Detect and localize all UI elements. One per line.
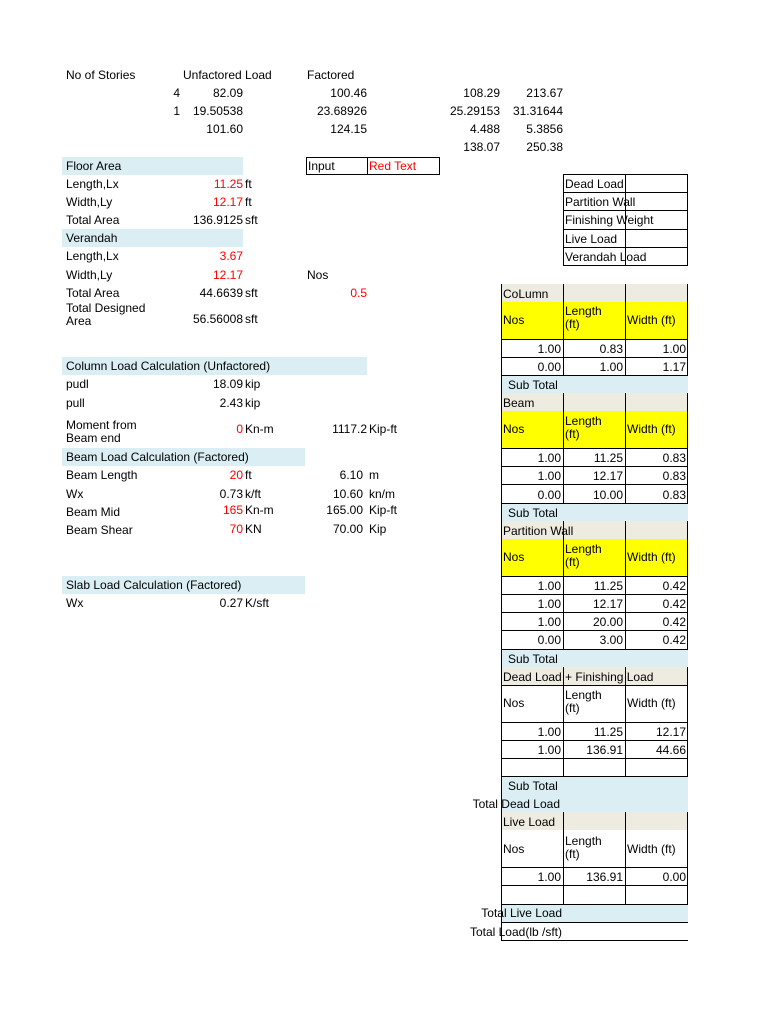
nos-value[interactable]: 0.5 (350, 286, 367, 300)
divider (501, 357, 688, 358)
unit: ft (245, 468, 252, 482)
moment-label: Moment from Beam end (66, 418, 137, 445)
divider (501, 448, 688, 449)
unit: sft (245, 286, 258, 300)
top-cell: 4.488 (469, 122, 500, 136)
table-cell: 0.00 (537, 488, 561, 502)
verandah-total-label: Total Area (66, 286, 120, 300)
verandah-width-label: Width,Ly (66, 268, 113, 282)
table-cell: 1.00 (537, 870, 561, 884)
divider (563, 229, 688, 230)
divider (563, 812, 564, 904)
divider (501, 466, 688, 467)
beam-shear-kip-value: 70.00 (332, 522, 363, 536)
unit: sft (245, 312, 258, 326)
moment-value[interactable]: 0 (236, 422, 243, 436)
nos-header: Nos (503, 313, 525, 327)
top-cell: 23.68926 (316, 104, 367, 118)
sub-total-label: Sub Total (508, 779, 558, 793)
table-cell: 11.25 (593, 725, 623, 739)
pull-value: 2.43 (219, 396, 243, 410)
top-cell: 5.3856 (526, 122, 563, 136)
floor-total-value: 136.9125 (192, 213, 243, 227)
verandah-width-value[interactable]: 12.17 (212, 268, 243, 282)
factored-header: Factored (307, 68, 355, 82)
top-cell: 19.50538 (192, 104, 243, 118)
table-cell: 12.17 (592, 469, 623, 483)
floor-length-label: Length,Lx (66, 177, 119, 191)
floor-area-title: Floor Area (66, 159, 122, 173)
slab-calc-title: Slab Load Calculation (Factored) (66, 578, 242, 592)
unit: Kn-m (245, 503, 274, 517)
floor-width-label: Width,Ly (66, 195, 113, 209)
unit: Kip (369, 522, 387, 536)
verandah-title: Verandah (66, 231, 118, 245)
width-header: Width (ft) (627, 550, 676, 564)
width-header: Width (ft) (627, 696, 676, 710)
divider (563, 192, 688, 193)
length-header: Length (ft) (565, 688, 602, 715)
table-cell: 0.00 (537, 633, 561, 647)
divider (687, 812, 688, 904)
nos-header: Nos (503, 550, 525, 564)
table-cell: 1.00 (537, 615, 561, 629)
beam-mid-value[interactable]: 165 (222, 503, 243, 517)
table-cell: 0.83 (662, 488, 686, 502)
table-cell: 0.83 (599, 342, 623, 356)
top-cell: 250.38 (526, 140, 563, 154)
table-cell: 0.83 (662, 451, 686, 465)
beam-length-label: Beam Length (66, 468, 138, 482)
table-cell: 0.42 (662, 579, 686, 593)
pudl-label: pudl (66, 377, 89, 391)
divider (501, 339, 688, 340)
top-cell: 31.31644 (512, 104, 563, 118)
unit: k/ft (245, 487, 262, 501)
pull-label: pull (66, 396, 85, 410)
divider (501, 867, 688, 868)
table-cell: 1.00 (599, 360, 623, 374)
top-cell: 100.46 (330, 86, 367, 100)
slab-wx-label: Wx (66, 596, 84, 610)
table-cell: 1.00 (537, 597, 561, 611)
unit: KN (245, 522, 262, 536)
beam-wx-kn-value: 10.60 (332, 487, 363, 501)
nos-label: Nos (307, 268, 329, 282)
pudl-value: 18.09 (212, 377, 243, 391)
verandah-length-label: Length,Lx (66, 249, 119, 263)
unit: m (369, 468, 379, 482)
length-header: Length (ft) (565, 834, 602, 861)
nos-header: Nos (503, 696, 525, 710)
sub-total-label: Sub Total (508, 506, 558, 520)
moment-kipft-value: 1117.2 (332, 422, 367, 436)
nos-header: Nos (503, 422, 525, 436)
sub-total-label: Sub Total (508, 378, 558, 392)
total-designed-area-value: 56.56008 (192, 312, 243, 326)
width-header: Width (ft) (627, 422, 676, 436)
top-cell: 25.29153 (449, 104, 500, 118)
total-dead-load-label: Total Dead Load (472, 797, 560, 811)
unit: Kn-m (245, 422, 274, 436)
table-cell: 12.17 (592, 597, 623, 611)
table-cell: 1.00 (537, 579, 561, 593)
divider (625, 812, 626, 904)
top-cell: 138.07 (463, 140, 500, 154)
unit: Kip-ft (369, 422, 398, 436)
divider (501, 649, 688, 650)
top-cell: 1 (173, 104, 180, 118)
divider (501, 740, 688, 741)
table-cell: 1.00 (537, 743, 561, 757)
column-calc-title: Column Load Calculation (Unfactored) (66, 359, 271, 373)
unit: ft (245, 195, 252, 209)
length-header: Length (ft) (565, 542, 602, 569)
total-designed-area-label: Total Designed Area (66, 301, 146, 328)
beam-shear-value[interactable]: 70 (229, 522, 243, 536)
divider (501, 594, 688, 595)
top-cell: 4 (173, 86, 180, 100)
table-cell: 1.17 (662, 360, 686, 374)
divider (501, 503, 688, 504)
no-of-stories-header: No of Stories (66, 68, 136, 82)
dead-section-title: Dead Load + Finishing Load (503, 670, 654, 684)
top-cell: 101.60 (206, 122, 243, 136)
beam-section-title: Beam (503, 396, 535, 410)
table-cell: 1.00 (537, 451, 561, 465)
verandah-length-value[interactable]: 3.67 (219, 249, 243, 263)
width-header: Width (ft) (627, 842, 676, 856)
divider (501, 776, 688, 777)
divider (563, 210, 688, 211)
column-section-title: CoLumn (503, 287, 549, 301)
top-cell: 124.15 (330, 122, 367, 136)
total-live-load-label: Total Live Load (481, 906, 562, 920)
divider (501, 722, 688, 723)
unit: Kip-ft (369, 503, 398, 517)
divider (501, 940, 688, 941)
beam-length-value[interactable]: 20 (229, 468, 243, 482)
beam-mid-kipft-value: 165.00 (326, 503, 363, 517)
table-cell: 10.00 (592, 488, 623, 502)
divider (501, 885, 688, 886)
divider (687, 284, 688, 375)
table-cell: 1.00 (537, 469, 561, 483)
partition-wall-label: Partition Wall (565, 195, 636, 209)
length-header: Length (ft) (565, 414, 602, 441)
dead-load-label: Dead Load (565, 177, 624, 191)
live-load-label: Live Load (565, 232, 618, 246)
slab-wx-value: 0.27 (219, 596, 243, 610)
floor-total-label: Total Area (66, 213, 120, 227)
nos-header: Nos (503, 842, 525, 856)
beam-length-m-value: 6.10 (339, 468, 363, 482)
table-cell: 0.00 (537, 360, 561, 374)
table-cell: 0.83 (662, 469, 686, 483)
unit: K/sft (245, 596, 270, 610)
floor-length-value[interactable]: 11.25 (213, 177, 243, 191)
table-cell: 11.25 (593, 579, 623, 593)
table-cell: 0.00 (662, 870, 686, 884)
verandah-load-label: Verandah Load (565, 250, 647, 264)
top-cell: 213.67 (526, 86, 563, 100)
table-cell: 0.42 (662, 615, 686, 629)
divider (501, 612, 688, 613)
table-cell: 1.00 (537, 342, 561, 356)
divider (501, 922, 688, 923)
beam-wx-value: 0.73 (219, 487, 243, 501)
table-cell: 12.17 (655, 725, 686, 739)
divider (501, 685, 688, 686)
table-cell: 20.00 (592, 615, 623, 629)
width-header: Width (ft) (627, 313, 676, 327)
unfactored-load-header: Unfactored Load (183, 68, 272, 82)
top-cell: 108.29 (463, 86, 500, 100)
partition-section-title: Partition Wall (503, 524, 574, 538)
unit: sft (245, 213, 258, 227)
verandah-total-value: 44.6639 (199, 286, 243, 300)
top-cell: 82.09 (212, 86, 243, 100)
total-load-label: Total Load(lb /sft) (469, 925, 562, 939)
input-legend: Input (308, 159, 335, 173)
divider (563, 247, 688, 248)
table-cell: 136.91 (586, 870, 623, 884)
unit: kip (245, 377, 261, 391)
table-cell: 1.00 (662, 342, 686, 356)
table-cell: 1.00 (537, 725, 561, 739)
unit: kip (245, 396, 261, 410)
beam-shear-label: Beam Shear (66, 523, 133, 537)
red-text-legend: Red Text (369, 159, 417, 173)
divider (501, 484, 688, 485)
divider (501, 576, 688, 577)
table-cell: 11.25 (593, 451, 623, 465)
table-cell: 3.00 (599, 633, 623, 647)
divider (501, 758, 688, 759)
unit: kn/m (369, 487, 396, 501)
beam-calc-title: Beam Load Calculation (Factored) (66, 450, 249, 464)
divider (501, 904, 688, 905)
floor-width-value[interactable]: 12.17 (212, 195, 243, 209)
unit: ft (245, 177, 252, 191)
finishing-weight-label: Finishing Weight (565, 213, 654, 227)
divider (501, 375, 688, 376)
table-cell: 44.66 (655, 743, 686, 757)
divider (501, 630, 688, 631)
sub-total-label: Sub Total (508, 652, 558, 666)
live-section-title: Live Load (503, 815, 556, 829)
table-cell: 0.42 (662, 633, 686, 647)
beam-mid-label: Beam Mid (66, 505, 121, 519)
table-cell: 136.91 (586, 743, 623, 757)
beam-wx-label: Wx (66, 487, 84, 501)
length-header: Length (ft) (565, 304, 602, 331)
table-cell: 0.42 (662, 597, 686, 611)
